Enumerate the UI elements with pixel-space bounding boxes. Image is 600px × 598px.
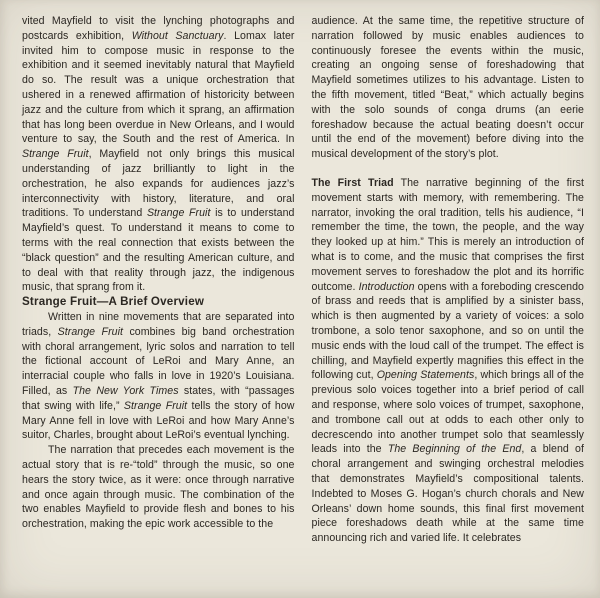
text-run: opens with a foreboding crescendo of brass and reeds that is amplified by a sinister bass, which is then augmented by a variety of voices: a solo trombone, a solo tenor saxophone, and so on until the music ends with the loud call of the trumpet. The effect is chilling, and Mayfield expertly magnifies this effect in the following cut, bbox=[311, 280, 584, 382]
right-text-column bbox=[312, 14, 585, 584]
bold-text-run: The First Triad bbox=[311, 176, 394, 189]
paragraph bbox=[312, 14, 585, 162]
italic-text-run: Without Sanctuary bbox=[131, 29, 224, 42]
italic-text-run: Strange Fruit bbox=[57, 325, 123, 338]
bold-text-run: Strange Fruit—A Brief Overview bbox=[22, 295, 205, 309]
text-run: is to understand Mayfield’s quest. To understand it means to come to terms with the real connection that exists between the “black question” and the resulting American culture, and to deal with that reality through jazz, the indigenous music, that sprang from it. bbox=[22, 207, 295, 294]
italic-text-run: The New York Times bbox=[72, 384, 179, 397]
text-run: , a blend of choral arrangement and swinging orchestral melodies that demonstrates Mayfield’s compositional talents. Indebted to Moses G. Hogan’s church chorals and New Orleans’ down home sounds, this final first movement piece foreshadows death while at the same time announcing rich and varied life. It celebrates bbox=[311, 443, 584, 545]
italic-text-run: The Beginning of the End bbox=[387, 443, 522, 456]
text-run: Written in nine movements that are separated into triads, bbox=[22, 310, 295, 338]
text-run: states, with “passages that swing with life,” bbox=[22, 384, 295, 412]
left-text-column bbox=[22, 14, 295, 584]
text-run: audience. At the same time, the repetitive structure of narration followed by music enables audiences to continuously foresee the events within the music, creating an ongoing sense of foreshadowing that Mayfield sometimes utilizes to his advantage. Listen to the fifth movement, titled “Beat,” which actually begins with the solo sounds of conga drums (an eerie foreshadow because the actual beating doesn’t occur until the end of the movement) before diving into the musical development of the story’s plot. bbox=[311, 15, 584, 161]
paragraph bbox=[22, 14, 295, 295]
italic-text-run: Strange Fruit bbox=[123, 399, 188, 412]
italic-text-run: Opening Statements bbox=[376, 369, 475, 382]
text-run: The narration that precedes each movement is the actual story that is re-“told” through the music, so one hears the story twice, as it were: once through narrative and once again through music. The combination of the two enables Mayfield to provide flesh and bones to his orchestration, making the epic work accessible to the bbox=[22, 444, 295, 531]
text-run: tells the story of how Mary Anne fell in love with LeRoi and how Mary Anne’s suitor, Charles, brought about LeRoi’s eventual lynching. bbox=[22, 399, 295, 442]
italic-text-run: Strange Fruit bbox=[146, 207, 211, 220]
text-run: vited Mayfield to visit the lynching photographs and postcards exhibition, bbox=[22, 15, 295, 42]
text-run: , which brings all of the previous solo voices together into a brief period of call and response, where solo voices of trumpet, saxophone, and trombone call out at odds to each other only to decrescendo into another trumpet solo that seamlessly leads into the bbox=[311, 369, 585, 456]
paragraph bbox=[22, 443, 295, 532]
paragraph bbox=[22, 310, 295, 443]
italic-text-run: Introduction bbox=[358, 280, 415, 293]
text-run: The narrative beginning of the first movement starts with memory, with remembering. The narrator, invoking the oral tradition, tells his audience, “I remember the time, the town, the people, and the way they looked up at him.” This is merely an introduction of what is to come, and the music that comprises the first movement serves to foreshadow the plot and its horrific outcome. bbox=[311, 176, 584, 293]
section-heading bbox=[22, 295, 295, 310]
text-run: , Mayfield not only brings this musical understanding of jazz brilliantly to light in the orchestration, he also expands for audiences jazz’s interconnectivity with history, literature, and oral traditions. To understand bbox=[22, 148, 295, 220]
italic-text-run: Strange Fruit bbox=[22, 148, 89, 161]
paragraph bbox=[312, 176, 585, 546]
text-run: . Lomax later invited him to compose music in response to the exhibition and it seemed inevitably natural that Mayfield do so. The result was a unique orchestration that ushered in a renewed affirmation of historicity between jazz and the culture from which it sprang, an affirmation that has long been overdue in New Orleans, and I would venture to say, the South and the rest of America. In bbox=[22, 29, 295, 146]
text-run: combines big band orchestration with choral arrangement, lyric solos and narration to tell the fictional account of LeRoi and Mary Anne, an interracial couple who falls in love in 1920’s Louisiana. Filled, as bbox=[22, 325, 295, 397]
